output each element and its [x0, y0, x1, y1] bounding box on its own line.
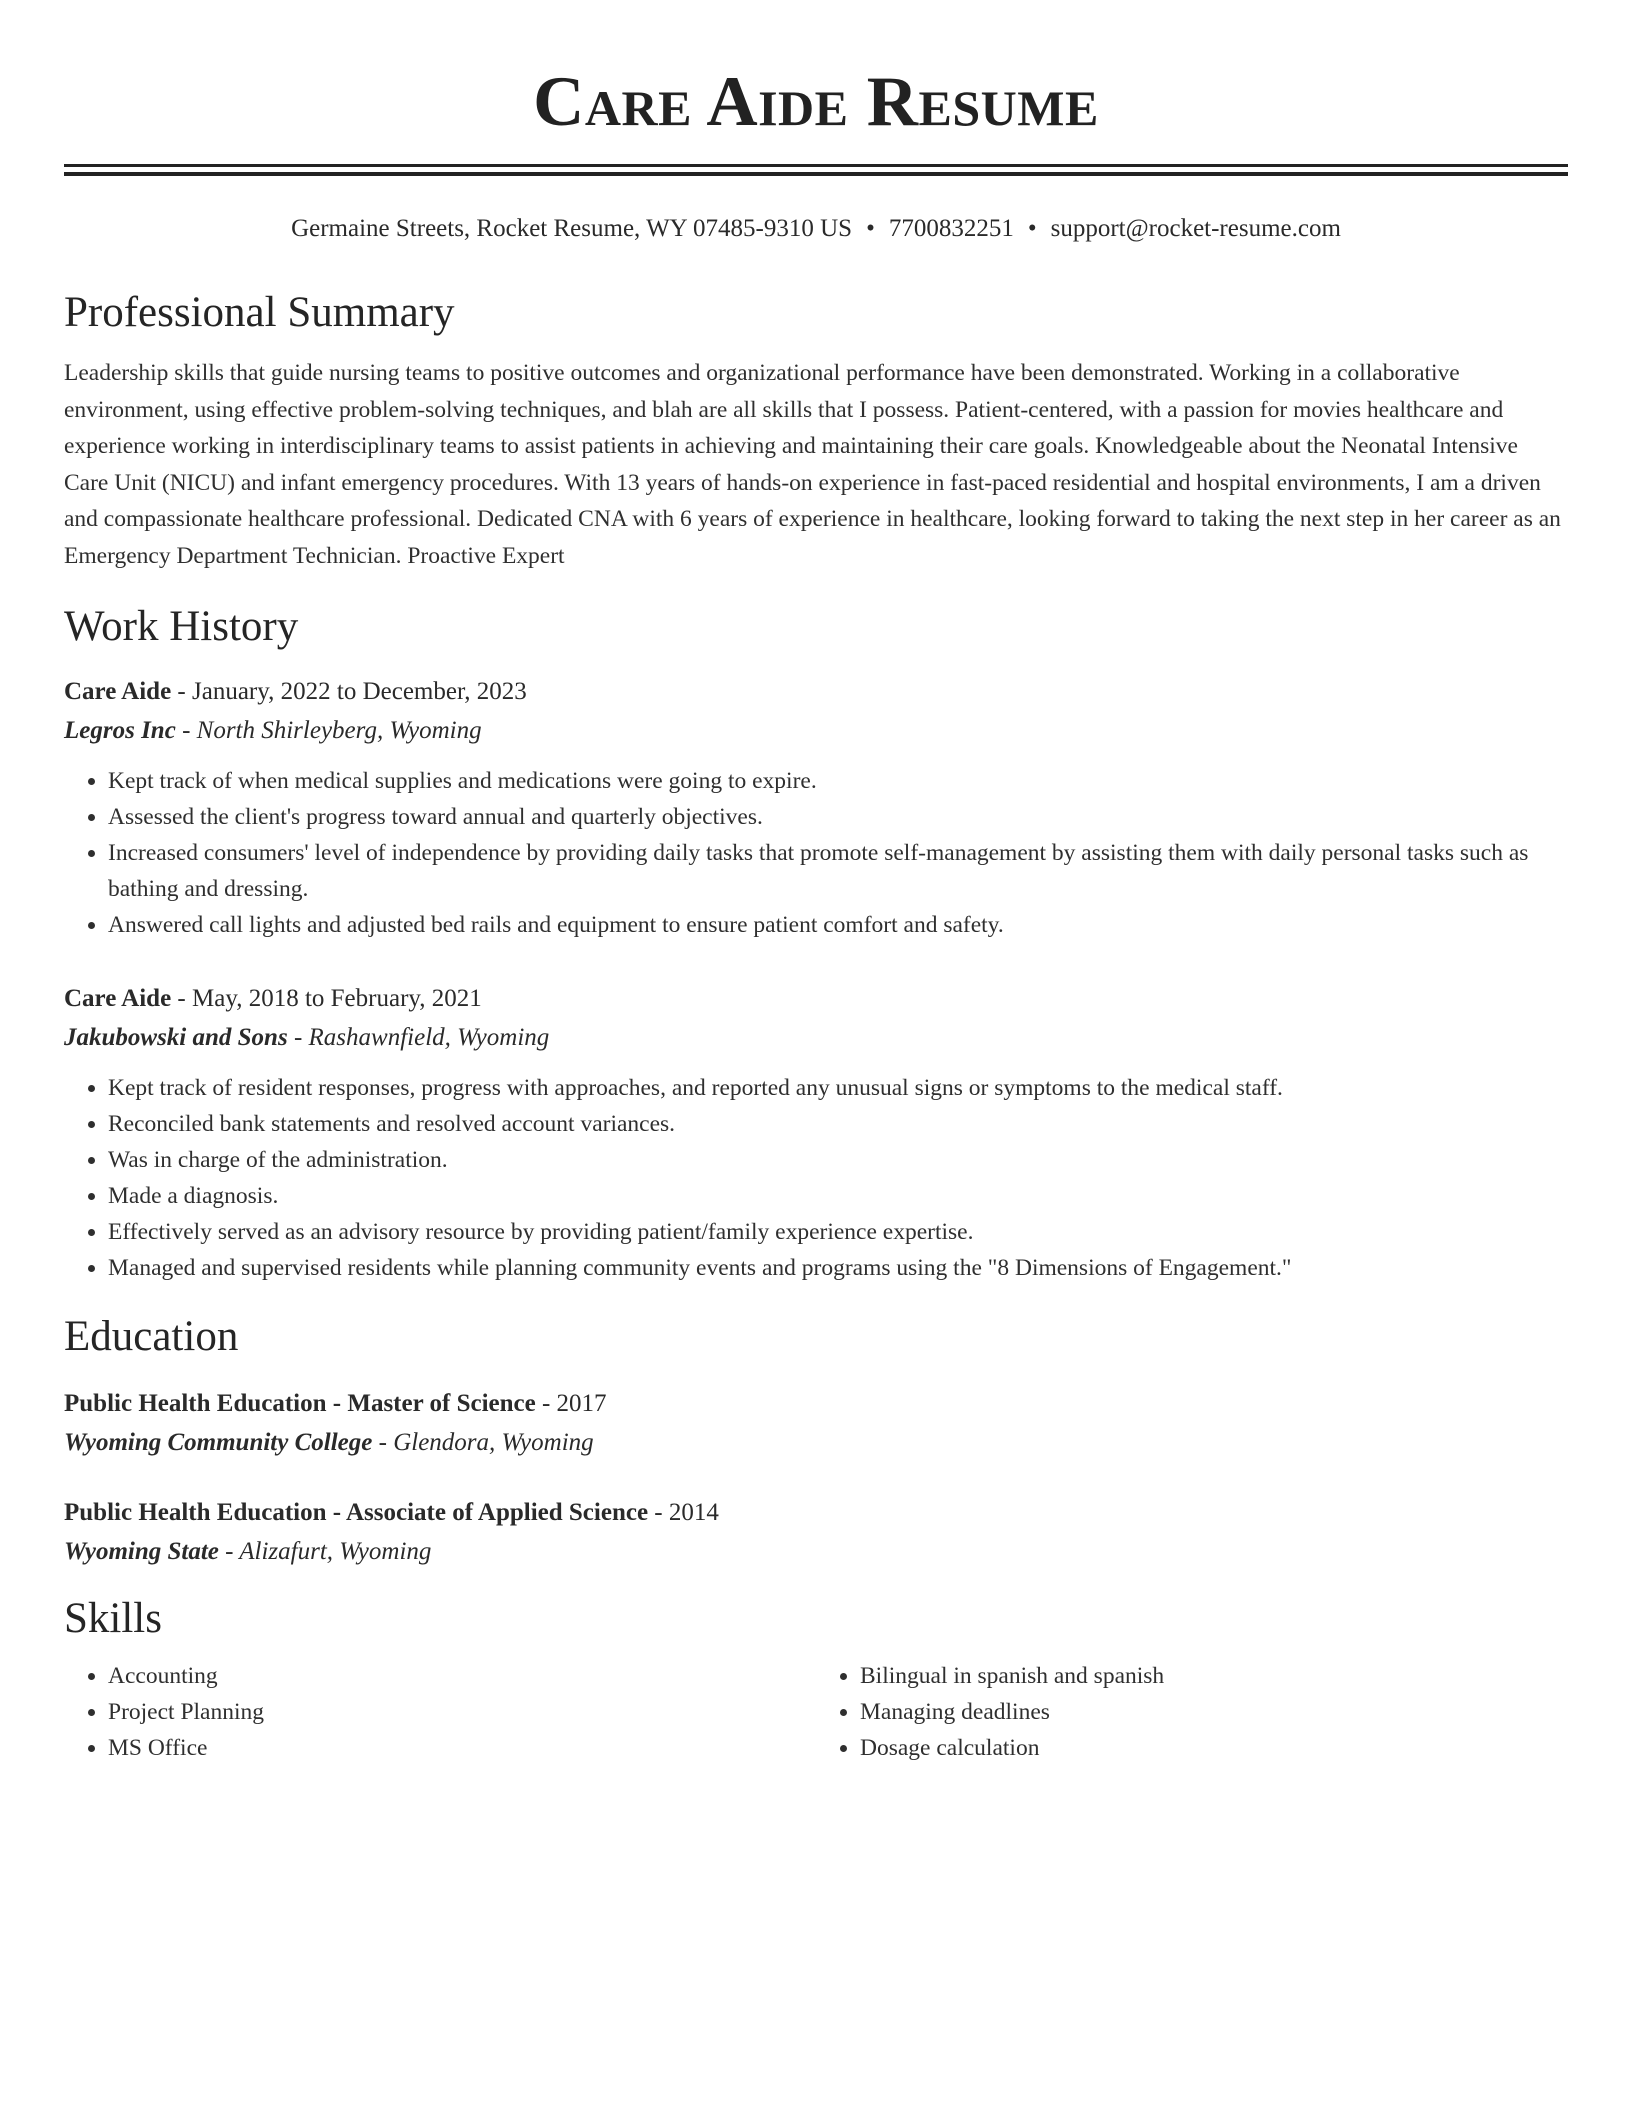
job-location: - Rashawnfield, Wyoming	[287, 1024, 550, 1051]
skills-column-right	[816, 1658, 1568, 1766]
list-item: • Kept track of when medical supplies and medications were going to expire.	[108, 763, 1568, 799]
job-company-line	[64, 713, 1568, 749]
summary-text: Leadership skills that guide nursing teams to positive outcomes and organizational performance have been demonstrated. Working in a collaborative environment, using effective problem-solving techniques, and blah are all skills that I possess. Patient-centered, with a passion for movies healthcare and experience working in interdisciplinary teams to assist patients in achieving and maintaining their care goals. Knowledgeable about the Neonatal Intensive Care Unit (NICU) and infant emergency procedures. With 13 years of hands-on experience in fast-paced residential and hospital environments, I am a driven and compassionate healthcare professional. Dedicated CNA with 6 years of experience in healthcare, looking forward to taking the next step in her career as an Emergency Department Technician. Proactive Expert	[64, 360, 1561, 569]
list-item: • Reconciled bank statements and resolved account variances.	[108, 1106, 1568, 1142]
list-item: • Dosage calculation	[860, 1730, 1568, 1766]
contact-phone: 7700832251	[888, 215, 1014, 242]
list-item: • Bilingual in spanish and spanish	[860, 1658, 1568, 1694]
school-line	[64, 1425, 1568, 1461]
job-company: Jakubowski and Sons	[64, 1024, 288, 1051]
education-heading: Education	[64, 1313, 239, 1360]
title-rule-top	[64, 164, 1568, 167]
list-item: • Assessed the client's progress toward annual and quarterly objectives.	[108, 799, 1568, 835]
skills-column-left	[64, 1658, 816, 1766]
list-item: • Answered call lights and adjusted bed rails and equipment to ensure patient comfort and safety.	[108, 907, 1568, 943]
job-company: Legros Inc	[64, 717, 176, 744]
list-item: • Managing deadlines	[860, 1694, 1568, 1730]
school-line	[64, 1534, 1568, 1570]
job-entry	[64, 674, 1568, 943]
degree-line	[64, 1495, 1568, 1531]
school-location: - Alizafurt, Wyoming	[218, 1538, 432, 1565]
school-name: Wyoming Community College	[64, 1429, 373, 1456]
job-dates: - January, 2022 to December, 2023	[171, 678, 527, 705]
list-item: • Managed and supervised residents while planning community events and programs using the "8 Dimensions of Engagement."	[108, 1250, 1568, 1286]
degree-year: - 2014	[648, 1499, 719, 1526]
title-rule-bottom	[64, 172, 1568, 176]
contact-email: support@rocket-resume.com	[1050, 215, 1341, 242]
list-item: • Was in charge of the administration.	[108, 1142, 1568, 1178]
degree-year: - 2017	[535, 1390, 607, 1417]
resume-title: Care Aide Resume	[533, 63, 1099, 141]
degree-name: Public Health Education - Master of Science	[64, 1390, 536, 1417]
degree-name: Public Health Education - Associate of Applied Science	[64, 1499, 649, 1526]
list-item: • Kept track of resident responses, progress with approaches, and reported any unusual signs or symptoms to the medical staff.	[108, 1070, 1568, 1106]
job-title-line	[64, 674, 1568, 710]
contact-separator: •	[1027, 215, 1037, 242]
education-entry	[64, 1495, 1568, 1570]
work-history-heading: Work History	[64, 603, 299, 650]
job-entry	[64, 981, 1568, 1286]
job-duties	[64, 1070, 1568, 1286]
school-name: Wyoming State	[64, 1538, 219, 1565]
contact-separator: •	[866, 215, 875, 242]
contact-address: Germaine Streets, Rocket Resume, WY 07485-9310 US	[291, 215, 853, 242]
job-title-line	[64, 981, 1568, 1017]
education-entry	[64, 1386, 1568, 1461]
degree-line	[64, 1386, 1568, 1422]
job-duties	[64, 763, 1568, 943]
contact-line	[64, 214, 1568, 244]
summary-heading: Professional Summary	[64, 289, 455, 336]
job-location: - North Shirleyberg, Wyoming	[175, 717, 482, 744]
job-role: Care Aide	[64, 985, 172, 1012]
job-dates: - May, 2018 to February, 2021	[171, 985, 482, 1012]
list-item: • Increased consumers' level of independence by providing daily tasks that promote self-management by assisting them with daily personal tasks such as bathing and dressing.	[108, 835, 1568, 907]
list-item: • Accounting	[108, 1658, 816, 1694]
job-role: Care Aide	[64, 678, 172, 705]
school-location: - Glendora, Wyoming	[372, 1429, 594, 1456]
skills-list	[64, 1658, 1568, 1766]
list-item: • MS Office	[108, 1730, 816, 1766]
job-company-line	[64, 1020, 1568, 1056]
skills-heading: Skills	[64, 1595, 162, 1642]
list-item: • Project Planning	[108, 1694, 816, 1730]
list-item: • Made a diagnosis.	[108, 1178, 1568, 1214]
list-item: • Effectively served as an advisory resource by providing patient/family experience expertise.	[108, 1214, 1568, 1250]
